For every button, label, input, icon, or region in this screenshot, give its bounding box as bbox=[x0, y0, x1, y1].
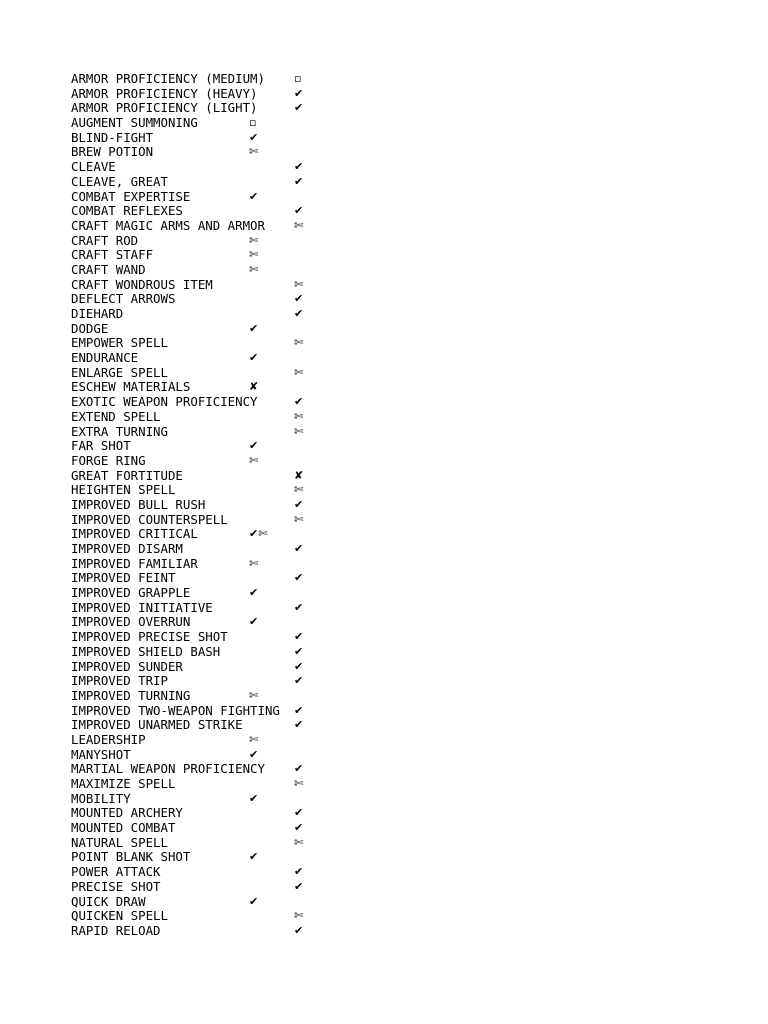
feat-name: IMPROVED SHIELD BASH bbox=[71, 643, 221, 659]
feat-name: DODGE bbox=[71, 320, 109, 336]
feat-mark-icon: ✔ bbox=[249, 321, 259, 335]
feat-name: DEFLECT ARROWS bbox=[71, 291, 176, 307]
feat-mark-icon: ✔ bbox=[249, 189, 259, 203]
feat-mark-icon: ✄ bbox=[249, 732, 259, 746]
feat-mark-icon: ✔ bbox=[294, 821, 304, 835]
feat-name: IMPROVED COUNTERSPELL bbox=[71, 511, 228, 527]
feat-mark-icon: ✔✄ bbox=[249, 527, 268, 541]
feat-name: IMPROVED INITIATIVE bbox=[71, 599, 213, 615]
feat-mark-icon: ✔ bbox=[294, 542, 304, 555]
feat-name: IMPROVED FEINT bbox=[71, 570, 176, 586]
feat-mark-icon: ✄ bbox=[294, 909, 304, 923]
feat-mark-icon: ✔ bbox=[249, 586, 259, 600]
feat-mark-icon: ✔ bbox=[249, 791, 259, 805]
feat-name: BREW POTION bbox=[71, 144, 154, 160]
feat-mark-icon: ✄ bbox=[249, 248, 259, 262]
feat-mark-icon: ✔ bbox=[249, 894, 259, 908]
feat-mark-icon: ✔ bbox=[294, 307, 304, 320]
feat-mark-icon: ✔ bbox=[249, 850, 259, 864]
feat-mark-icon: ✔ bbox=[249, 351, 259, 365]
feat-mark-icon: ✔ bbox=[294, 174, 304, 188]
feat-name: ARMOR PROFICIENCY (LIGHT) bbox=[71, 100, 258, 116]
feat-name: EXTEND SPELL bbox=[71, 408, 161, 424]
feat-mark-icon: ✔ bbox=[294, 204, 304, 218]
feat-mark-icon: ✔ bbox=[294, 292, 304, 306]
feat-name: EXTRA TURNING bbox=[71, 423, 168, 439]
feat-mark-icon: ✘ bbox=[294, 468, 304, 482]
feat-mark-icon: ✔ bbox=[294, 762, 304, 776]
feat-mark-icon: ✔ bbox=[294, 674, 304, 688]
feat-mark-icon: ✄ bbox=[249, 262, 259, 276]
feat-name: CRAFT STAFF bbox=[71, 247, 154, 263]
feat-name: LEADERSHIP bbox=[71, 731, 146, 747]
feat-name: AUGMENT SUMMONING bbox=[71, 115, 198, 131]
feat-name: EXOTIC WEAPON PROFICIENCY bbox=[71, 394, 258, 410]
feat-name: IMPROVED FAMILIAR bbox=[71, 555, 198, 571]
feat-name: HEIGHTEN SPELL bbox=[71, 482, 176, 498]
feat-name: ARMOR PROFICIENCY (HEAVY) bbox=[71, 85, 258, 101]
feat-mark-icon: ✄ bbox=[294, 409, 304, 423]
feat-mark-icon: ✔ bbox=[294, 644, 304, 658]
feat-mark-icon: ✔ bbox=[294, 497, 304, 511]
feat-name: EMPOWER SPELL bbox=[71, 335, 168, 351]
feat-name: IMPROVED GRAPPLE bbox=[71, 585, 191, 601]
feat-mark-icon: ✄ bbox=[249, 233, 259, 247]
feat-mark-icon: ✄ bbox=[294, 277, 304, 291]
feat-name: CRAFT WAND bbox=[71, 261, 146, 277]
feat-mark-icon: ✄ bbox=[249, 145, 259, 159]
feat-mark-icon: ✔ bbox=[294, 703, 304, 717]
feat-name: POWER ATTACK bbox=[71, 864, 161, 880]
feat-mark-icon: ✄ bbox=[294, 512, 304, 526]
feat-mark-icon: ✔ bbox=[294, 879, 304, 893]
feat-name: IMPROVED OVERRUN bbox=[71, 614, 191, 630]
feat-name: CRAFT MAGIC ARMS AND ARMOR bbox=[71, 217, 265, 233]
feat-mark-icon: ✄ bbox=[294, 218, 304, 232]
feat-name: COMBAT EXPERTISE bbox=[71, 188, 191, 204]
feat-name: CLEAVE, GREAT bbox=[71, 173, 168, 189]
feat-mark-icon: ✄ bbox=[294, 424, 304, 438]
feat-name: MANYSHOT bbox=[71, 746, 131, 762]
feat-name: QUICK DRAW bbox=[71, 893, 146, 909]
feat-mark-icon: ✔ bbox=[294, 923, 304, 937]
feat-name: IMPROVED CRITICAL bbox=[71, 526, 198, 542]
feat-name: ESCHEW MATERIALS bbox=[71, 379, 191, 395]
feat-mark-icon: ✄ bbox=[294, 777, 304, 790]
feat-name: IMPROVED TURNING bbox=[71, 687, 191, 703]
feat-name: ARMOR PROFICIENCY (MEDIUM) bbox=[71, 71, 265, 86]
feat-name: ENLARGE SPELL bbox=[71, 364, 168, 380]
feat-name: DIEHARD bbox=[71, 306, 124, 321]
feat-mark-icon: ✔ bbox=[294, 395, 304, 409]
feat-mark-icon: ✔ bbox=[294, 86, 304, 100]
feat-name: MOUNTED COMBAT bbox=[71, 820, 176, 836]
feat-name: FAR SHOT bbox=[71, 438, 131, 454]
feat-mark-icon: ✄ bbox=[249, 556, 259, 570]
feat-mark-icon: ✔ bbox=[294, 630, 304, 644]
feat-name: CRAFT ROD bbox=[71, 232, 139, 248]
feat-mark-icon: ▫ bbox=[249, 116, 257, 130]
feat-name: IMPROVED DISARM bbox=[71, 541, 183, 556]
feat-name: MOBILITY bbox=[71, 790, 131, 806]
feat-name: MARTIAL WEAPON PROFICIENCY bbox=[71, 761, 265, 777]
feat-name: PRECISE SHOT bbox=[71, 878, 161, 894]
feat-name: POINT BLANK SHOT bbox=[71, 849, 191, 865]
feat-name: IMPROVED TWO-WEAPON FIGHTING bbox=[71, 702, 280, 718]
feat-name: GREAT FORTITUDE bbox=[71, 467, 183, 483]
feat-mark-icon: ✔ bbox=[294, 718, 304, 732]
feat-name: FORGE RING bbox=[71, 452, 146, 468]
feat-name: RAPID RELOAD bbox=[71, 922, 161, 938]
feat-name: IMPROVED UNARMED STRIKE bbox=[71, 717, 243, 733]
feat-mark-icon: ✄ bbox=[294, 835, 304, 849]
feat-name: IMPROVED PRECISE SHOT bbox=[71, 629, 228, 645]
feat-mark-icon: ✔ bbox=[249, 130, 259, 144]
feat-mark-icon: ✔ bbox=[249, 615, 259, 629]
feat-mark-icon: ✔ bbox=[249, 747, 259, 761]
feat-mark-icon: ✄ bbox=[294, 365, 304, 379]
feat-name: IMPROVED SUNDER bbox=[71, 658, 183, 674]
feat-mark-icon: ✘ bbox=[249, 380, 259, 394]
feat-name: IMPROVED TRIP bbox=[71, 673, 168, 689]
feat-mark-icon: ✔ bbox=[294, 600, 304, 614]
feat-mark-icon: ▫ bbox=[294, 72, 302, 85]
feat-name: QUICKEN SPELL bbox=[71, 908, 168, 924]
feat-mark-icon: ✔ bbox=[294, 865, 304, 879]
feat-name: NATURAL SPELL bbox=[71, 834, 168, 850]
feat-mark-icon: ✄ bbox=[294, 336, 304, 350]
feat-name: COMBAT REFLEXES bbox=[71, 203, 183, 219]
feat-name: MAXIMIZE SPELL bbox=[71, 776, 176, 791]
feat-name: ENDURANCE bbox=[71, 350, 139, 366]
feat-name: CRAFT WONDROUS ITEM bbox=[71, 276, 213, 292]
feat-mark-icon: ✄ bbox=[294, 483, 304, 497]
feat-mark-icon: ✔ bbox=[294, 571, 304, 585]
feat-mark-icon: ✄ bbox=[249, 688, 259, 702]
feat-name: BLIND-FIGHT bbox=[71, 129, 154, 145]
feat-name: CLEAVE bbox=[71, 159, 116, 175]
feat-mark-icon: ✔ bbox=[294, 101, 304, 115]
feat-mark-icon: ✔ bbox=[294, 806, 304, 820]
feat-mark-icon: ✄ bbox=[249, 453, 259, 467]
feat-mark-icon: ✔ bbox=[249, 439, 259, 453]
feat-mark-icon: ✔ bbox=[294, 659, 304, 673]
feat-name: IMPROVED BULL RUSH bbox=[71, 496, 206, 512]
feat-name: MOUNTED ARCHERY bbox=[71, 805, 183, 821]
feat-mark-icon: ✔ bbox=[294, 160, 304, 174]
